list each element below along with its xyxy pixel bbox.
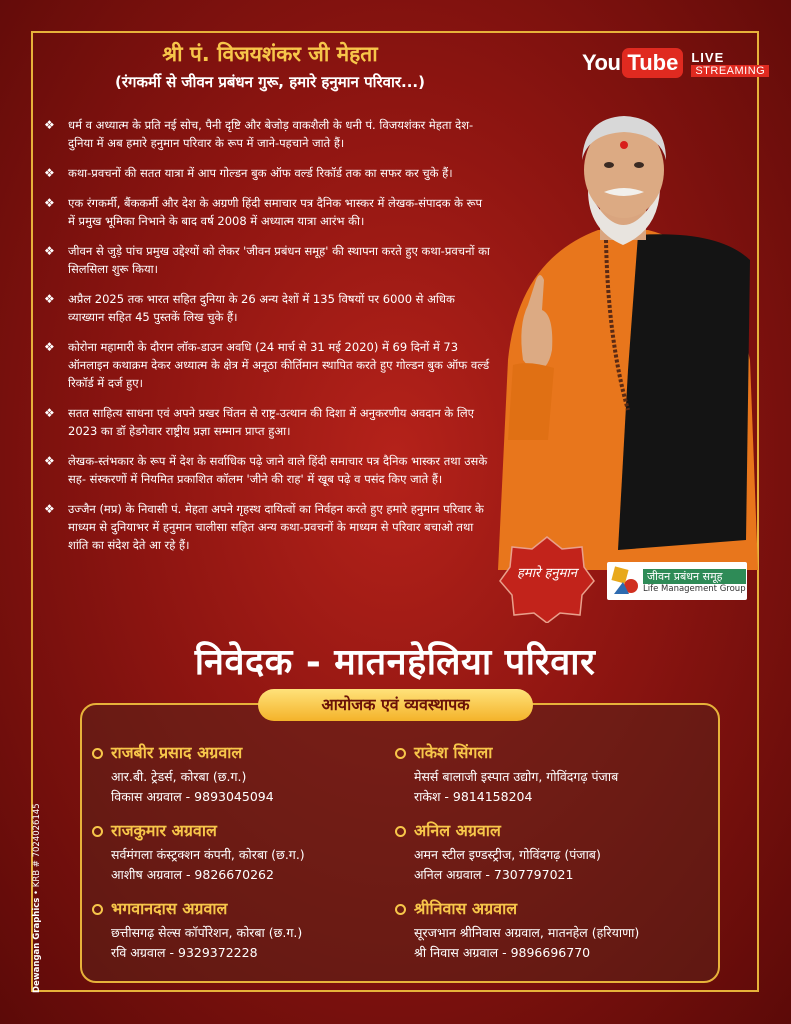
bullet-text: कोरोना महामारी के दौरान लॉक-डाउन अवधि (24 मार्च से 31 मई 2020) में 69 दिनों में 73 ऑनलाइन कथाक्रम देकर अध्यात्म के क्षेत्र में अनूठा कीर्तिमान स्थापित करते हुए गोल्डन बुक ऑफ वर्ल्ड रिकॉर्ड में दर्ज हुए। [68, 340, 490, 390]
member-contact: राकेश - 9814158204 [414, 789, 533, 804]
circle-bullet-icon [395, 748, 406, 759]
page-subtitle: (रंगकर्मी से जीवन प्रबंधन गुरू, हमारे हनुमान परिवार...) [115, 73, 425, 91]
streaming-label: STREAMING [691, 65, 769, 77]
circle-bullet-icon [395, 904, 406, 915]
member-card [92, 820, 412, 885]
member-org: सर्वमंगला कंस्ट्रक्शन कंपनी, कोरबा (छ.ग.) [111, 847, 305, 862]
member-org: सूरजभान श्रीनिवास अग्रवाल, मातनहेल (हरियाणा) [414, 925, 640, 940]
member-name: भगवानदास अग्रवाल [111, 899, 228, 918]
member-org: आर.बी. ट्रेडर्स, कोरबा (छ.ग.) [111, 769, 247, 784]
member-name: राकेश सिंगला [414, 743, 493, 762]
jp-english-text: Life Management Group [643, 583, 746, 594]
bullet-text: सतत साहित्य साधना एवं अपने प्रखर चिंतन से राष्ट्र-उत्थान की दिशा में अनुकरणीय अवदान के लिए 2023 का डॉ हेडगेवार राष्ट्रीय प्रज्ञा सम्मान प्राप्त हुआ। [68, 406, 475, 438]
member-card [395, 742, 715, 807]
bullet-item [44, 500, 490, 554]
youtube-tube-text: Tube [622, 48, 683, 78]
bullet-item [44, 164, 490, 182]
nivedak-heading: निवेदक - मातनहेलिया परिवार [194, 642, 596, 683]
member-card [395, 820, 715, 885]
bio-bullet-list [44, 116, 490, 566]
circle-bullet-icon [92, 748, 103, 759]
member-name: राजबीर प्रसाद अग्रवाल [111, 743, 243, 762]
organizers-label: आयोजक एवं व्यवस्थापक [258, 689, 533, 721]
bullet-item [44, 404, 490, 440]
jp-shapes-icon [611, 566, 639, 596]
bullet-text: उज्जैन (मप्र) के निवासी पं. मेहता अपने गृहस्थ दायित्वों का निर्वहन करते हुए हमारे हनुमान परिवार के माध्यम से दुनियाभर में हनुमान चालीसा सहित अन्य कथा-प्रवचनों के माध्यम से परिवार बचाओ तथा शांति का संदेश देते आ रहे हैं। [68, 502, 484, 552]
diamond-bullet-icon: ❖ [44, 502, 55, 516]
diamond-bullet-icon: ❖ [44, 166, 55, 180]
bullet-item [44, 116, 490, 152]
member-org: अमन स्टील इण्डस्ट्रीज, गोविंदगढ़ (पंजाब) [414, 847, 601, 862]
diamond-bullet-icon: ❖ [44, 292, 55, 306]
youtube-you-text: You [582, 50, 621, 75]
credit-code: KRB # 7024026145 [32, 803, 42, 888]
live-label: LIVE [691, 49, 725, 65]
member-card [92, 898, 412, 963]
bullet-item [44, 290, 490, 326]
circle-bullet-icon [92, 904, 103, 915]
member-name: अनिल अग्रवाल [414, 821, 501, 840]
credit-brand: Dewangan Graphics [32, 897, 42, 993]
member-contact: आशीष अग्रवाल - 9826670262 [111, 867, 274, 882]
diamond-bullet-icon: ❖ [44, 406, 55, 420]
seal-text: हमारे हनुमान [517, 566, 577, 581]
circle-bullet-icon [92, 826, 103, 837]
guru-portrait [488, 110, 758, 570]
live-streaming-badge [691, 50, 769, 77]
youtube-live-logo [582, 46, 769, 80]
diamond-bullet-icon: ❖ [44, 340, 55, 354]
member-contact: अनिल अग्रवाल - 7307797021 [414, 867, 574, 882]
seal-text-wrapper [498, 535, 596, 623]
bullet-item [44, 194, 490, 230]
diamond-bullet-icon: ❖ [44, 454, 55, 468]
jp-hindi-text: जीवन प्रबंधन समूह [643, 569, 746, 584]
bullet-text: धर्म व अध्यात्म के प्रति नई सोच, पैनी दृष्टि और बेजोड़ वाकशैली के धनी पं. विजयशंकर मेहता देश-दुनिया में अब हमारे हनुमान परिवार के रूप में जाने-पहचाने जाते हैं। [68, 118, 474, 150]
member-contact: रवि अग्रवाल - 9329372228 [111, 945, 258, 960]
designer-credit: Dewangan Graphics • KRB # 7024026145 [32, 803, 42, 993]
bullet-item [44, 452, 490, 488]
bullet-item [44, 242, 490, 278]
diamond-bullet-icon: ❖ [44, 244, 55, 258]
member-name: राजकुमार अग्रवाल [111, 821, 217, 840]
bullet-text: लेखक-स्तंभकार के रूप में देश के सर्वाधिक पढ़े जाने वाले हिंदी समाचार पत्र दैनिक भास्कर तथा उसके सह- संस्करणों में नियमित प्रकाशित कॉलम 'जीने की राह' में खूब पढ़े व पसंद किए जाते हैं। [68, 454, 488, 486]
bullet-text: अप्रैल 2025 तक भारत सहित दुनिया के 26 अन्य देशों में 135 विषयों पर 6000 से अधिक व्याख्यान सहित 45 पुस्तकें लिख चुके हैं। [68, 292, 455, 324]
member-org: मेसर्स बालाजी इस्पात उद्योग, गोविंदगढ़ पंजाब [414, 769, 619, 784]
diamond-bullet-icon: ❖ [44, 118, 55, 132]
member-card [395, 898, 715, 963]
member-card [92, 742, 412, 807]
page-title: श्री पं. विजयशंकर जी मेहता [162, 42, 378, 66]
circle-bullet-icon [395, 826, 406, 837]
bullet-text: कथा-प्रवचनों की सतत यात्रा में आप गोल्डन बुक ऑफ वर्ल्ड रिकॉर्ड तक का सफर कर चुके हैं। [68, 166, 453, 180]
bullet-item [44, 338, 490, 392]
bullet-text: एक रंगकर्मी, बैंककर्मी और देश के अग्रणी हिंदी समाचार पत्र दैनिक भास्कर में लेखक-संपादक के रूप में प्रमुख भूमिका निभाने के बाद वर्ष 2008 में अध्यात्म यात्रा आरंभ की। [68, 196, 483, 228]
bullet-text: जीवन से जुड़े पांच प्रमुख उद्देश्यों को लेकर 'जीवन प्रबंधन समूह' की स्थापना करते हुए कथा-प्रवचनों का सिलसिला शुरू किया। [68, 244, 490, 276]
diamond-bullet-icon: ❖ [44, 196, 55, 210]
jeevan-prabandhan-logo [607, 562, 747, 600]
member-org: छत्तीसगढ़ सेल्स कॉर्पोरेशन, कोरबा (छ.ग.) [111, 925, 303, 940]
member-contact: विकास अग्रवाल - 9893045094 [111, 789, 274, 804]
member-name: श्रीनिवास अग्रवाल [414, 899, 518, 918]
member-contact: श्री निवास अग्रवाल - 9896696770 [414, 945, 591, 960]
